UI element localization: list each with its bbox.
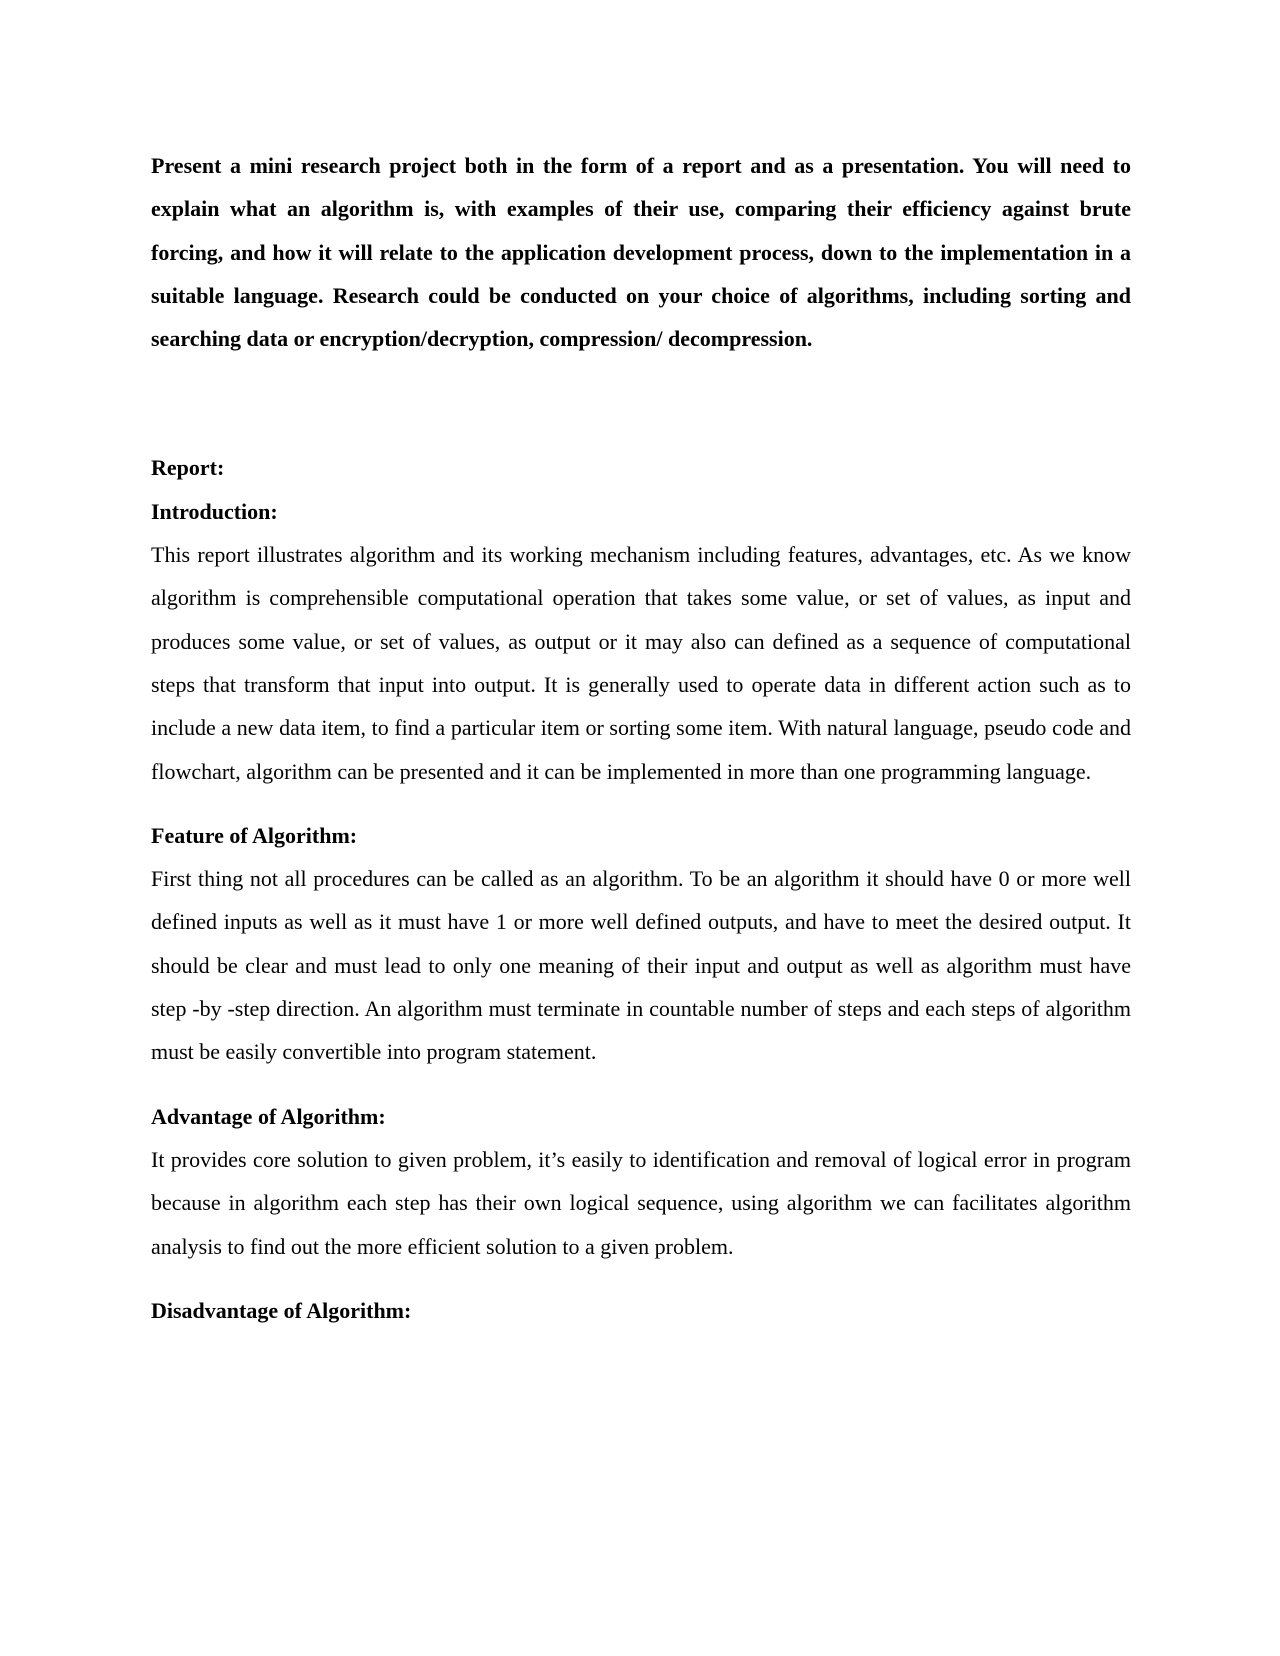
- report-title: Report:: [151, 455, 225, 481]
- task-description: Present a mini research project both in the form of a report and as a presentation. You will need to explain what an algorithm is, with examples of their use, comparing their efficiency against brute forcing, and how it will relate to the application development process, down to the implementation in a suitable language. Research could be conducted on your choice of algorithms, including sorting and searching data or encryption/decryption, compression/ decompression.: [151, 153, 1131, 352]
- document-page: [151, 144, 1131, 1332]
- paragraph-gap: [151, 793, 1131, 814]
- section-spacer: [151, 360, 1131, 446]
- feature-body: First thing not all procedures can be called as an algorithm. To be an algorithm it should have 0 or more well defined inputs as well as it must have 1 or more well defined outputs, and have to meet the desired output. It should be clear and must lead to only one meaning of their input and output as well as algorithm must have step -by -step direction. An algorithm must terminate in countable number of steps and each steps of algorithm must be easily convertible into program statement.: [151, 866, 1131, 1065]
- advantage-body: It provides core solution to given problem, it’s easily to identification and removal of logical error in program because in algorithm each step has their own logical sequence, using algorithm we can facilitates algorithm analysis to find out the more efficient solution to a given problem.: [151, 1146, 1131, 1259]
- introduction-heading: Introduction:: [151, 498, 278, 524]
- advantage-heading: Advantage of Algorithm:: [151, 1103, 386, 1129]
- paragraph-gap: [151, 1074, 1131, 1095]
- feature-heading: Feature of Algorithm:: [151, 822, 358, 848]
- paragraph-gap: [151, 1268, 1131, 1289]
- introduction-body: This report illustrates algorithm and its working mechanism including features, advantages, etc. As we know algorithm is comprehensible computational operation that takes some value, or set of values, as input and produces some value, or set of values, as output or it may also can defined as a sequence of computational steps that transform that input into output. It is generally used to operate data in different action such as to include a new data item, to find a particular item or sorting some item. With natural language, pseudo code and flowchart, algorithm can be presented and it can be implemented in more than one programming language.: [151, 542, 1131, 784]
- disadvantage-heading: Disadvantage of Algorithm:: [151, 1297, 412, 1323]
